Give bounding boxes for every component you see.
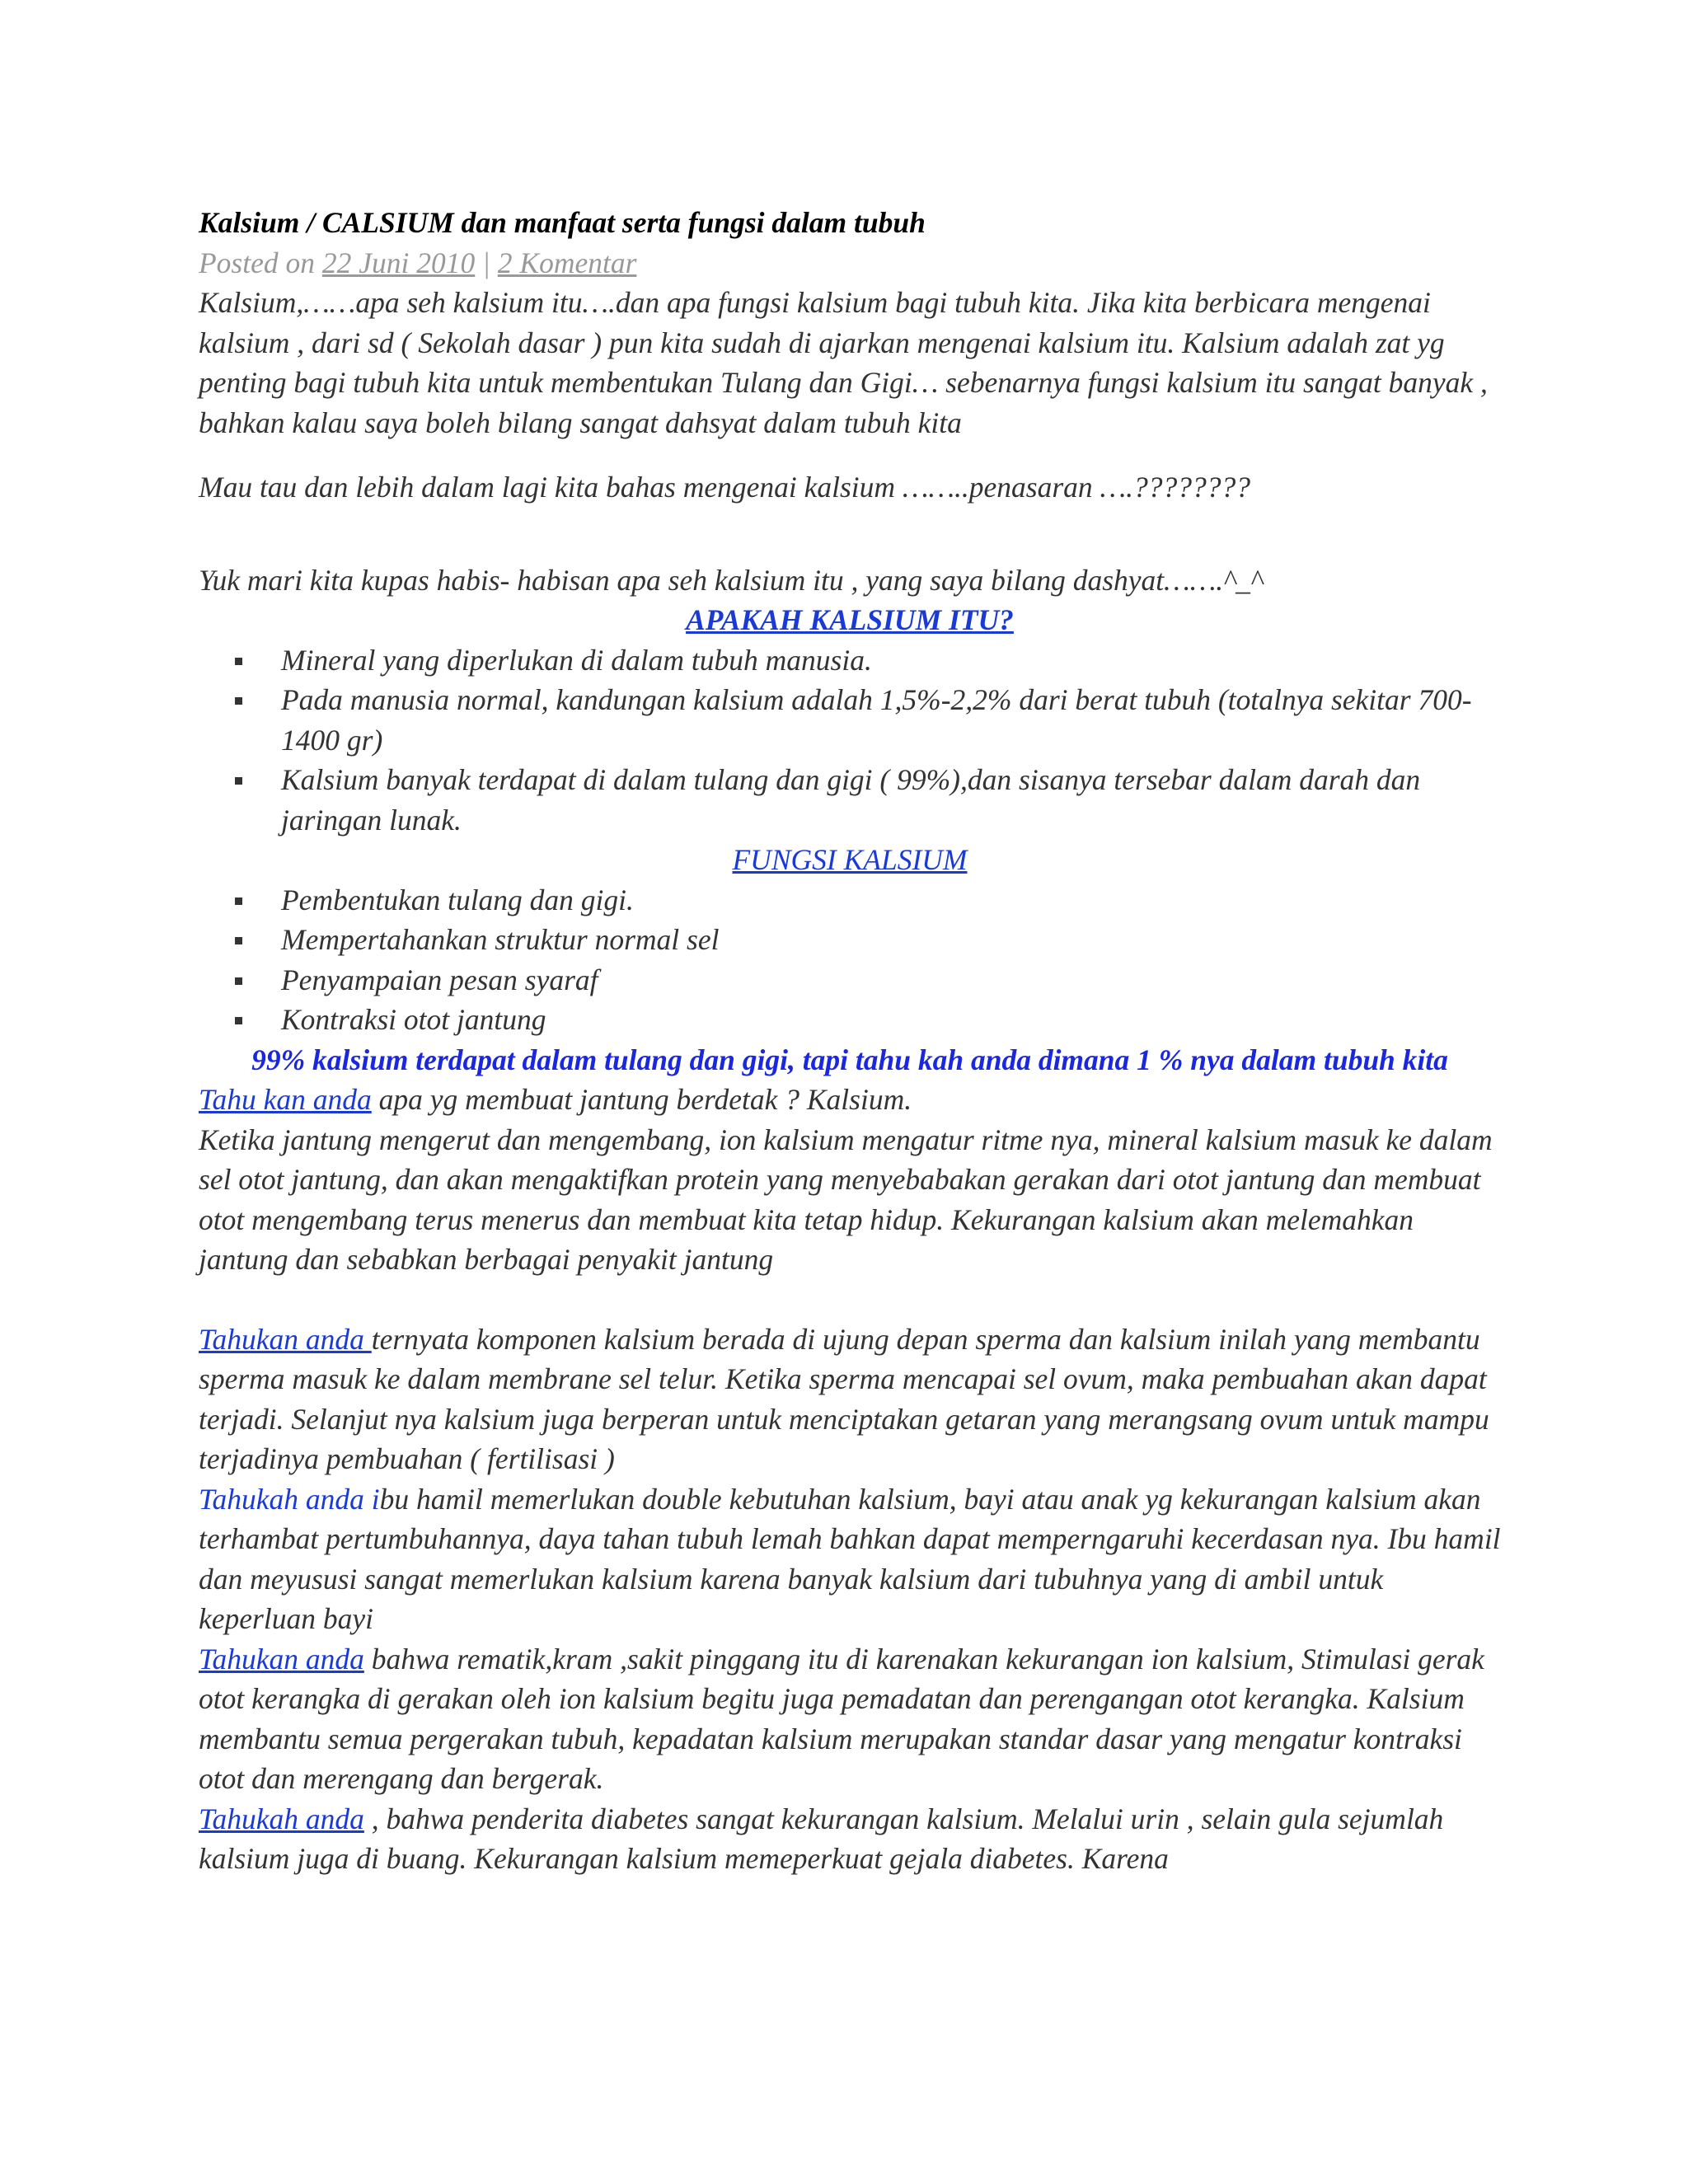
list-item: Mineral yang diperlukan di dalam tubuh manusia. — [199, 640, 1501, 681]
heart-question: apa yg membuat jantung berdetak ? Kalsium. — [371, 1083, 912, 1116]
tahu-kan-anda-link[interactable]: Tahu kan anda — [199, 1083, 372, 1116]
list-item: Pada manusia normal, kandungan kalsium adalah 1,5%-2,2% dari berat tubuh (totalnya sekitar 700-1400 gr) — [199, 680, 1501, 760]
heart-paragraph-body: Ketika jantung mengerut dan mengembang, ion kalsium mengatur ritme nya, mineral kalsium masuk ke dalam sel otot jantung, dan akan mengaktifkan protein yang menyebabakan gerakan dari otot jantung dan membuat otot mengembang terus menerus dan membuat kita tetap hidup. Kekurangan kalsium akan melemahkan jantung dan sebabkan berbagai penyakit jantung — [199, 1122, 1493, 1276]
meta-separator: | — [475, 246, 498, 279]
intro-paragraph: Kalsium,……apa seh kalsium itu….dan apa fungsi kalsium bagi tubuh kita. Jika kita berbicara mengenai kalsium , dari sd ( Sekolah dasar ) pun kita sudah di ajarkan mengenai kalsium itu. Kalsium adalah zat yg penting bagi tubuh kita untuk membentukan Tulang dan Gigi… sebenarnya fungsi kalsium itu sangat banyak , bahkan kalau saya boleh bilang sangat dahsyat dalam tubuh kita — [199, 286, 1488, 439]
teaser-paragraph: Mau tau dan lebih dalam lagi kita bahas mengenai kalsium ……..penasaran ….???????? — [199, 471, 1250, 504]
heading-function — [199, 840, 1501, 880]
function-list — [199, 880, 1501, 1040]
diabetes-paragraph — [199, 1799, 1501, 1879]
post-date-link[interactable]: 22 Juni 2010 — [321, 246, 476, 279]
what-list — [199, 640, 1501, 841]
sperm-text: ternyata komponen kalsium berada di ujung depan sperma dan kalsium inilah yang membantu sperma masuk ke dalam membrane sel telur. Ketika sperma mencapai sel ovum, maka pembuahan akan dapat terjadi. Selanjut nya kalsium juga berperan untuk menciptakan getaran yang merangsang ovum untuk mampu terjadinya pembuahan ( fertilisasi ) — [199, 1322, 1489, 1475]
diabetes-text: , bahwa penderita diabetes sangat kekurangan kalsium. Melalui urin , selain gula sejumlah kalsium juga di buang. Kekurangan kalsium memeperkuat gejala diabetes. Karena — [199, 1802, 1444, 1875]
sperm-paragraph — [199, 1319, 1501, 1479]
pregnancy-paragraph — [199, 1479, 1501, 1639]
rheumatism-text: bahwa rematik,kram ,sakit pinggang itu di karenakan kekurangan ion kalsium, Stimulasi gerak otot kerangka di gerakan oleh ion kalsium begitu juga pemadatan dan perengangan otot kerangka. Kalsium membantu semua pergerakan tubuh, kepadatan kalsium merupakan standar dasar yang mengatur kontraksi otot dan merengang dan bergerak. — [199, 1642, 1484, 1795]
pregnancy-text: bu hamil memerlukan double kebutuhan kalsium, bayi atau anak yg kekurangan kalsium akan terhambat pertumbuhannya, daya tahan tubuh lemah bahkan dapat memperngaruhi kecerdasan nya. Ibu hamil dan meyususi sangat memerlukan kalsium karena banyak kalsium dari tubuhnya yang di ambil untuk keperluan bayi — [199, 1482, 1501, 1635]
post-meta — [199, 243, 1501, 284]
rheumatism-paragraph — [199, 1639, 1501, 1799]
article-body — [199, 203, 1501, 1879]
tahukan-anda-link-2[interactable]: Tahukan anda — [199, 1642, 364, 1675]
heading-what-is-calcium — [199, 600, 1501, 640]
heart-paragraph-lead — [199, 1080, 1501, 1120]
posted-prefix: Posted on — [199, 246, 322, 279]
list-item: Mempertahankan struktur normal sel — [199, 920, 1501, 960]
list-item: Penyampaian pesan syaraf — [199, 960, 1501, 1001]
comments-link[interactable]: 2 Komentar — [497, 246, 637, 279]
callout-text: 99% kalsium terdapat dalam tulang dan gigi, tapi tahu kah anda dimana 1 % nya dalam tubuh kita — [251, 1043, 1448, 1076]
heading-what-link[interactable]: APAKAH KALSIUM ITU? — [686, 603, 1014, 636]
heading-function-link[interactable]: FUNGSI KALSIUM — [732, 843, 968, 876]
tahukah-anda-link[interactable]: Tahukah anda — [199, 1802, 364, 1835]
article-title: Kalsium / CALSIUM dan manfaat serta fungsi dalam tubuh — [199, 206, 926, 239]
invite-paragraph: Yuk mari kita kupas habis- habisan apa seh kalsium itu , yang saya bilang dashyat…….^_^ — [199, 563, 1263, 597]
list-item: Kalsium banyak terdapat di dalam tulang dan gigi ( 99%),dan sisanya tersebar dalam darah dan jaringan lunak. — [199, 760, 1501, 840]
list-item: Kontraksi otot jantung — [199, 1000, 1501, 1040]
tahukah-anda-text: Tahukah anda i — [199, 1482, 380, 1516]
tahukan-anda-link[interactable]: Tahukan anda — [199, 1322, 372, 1356]
list-item: Pembentukan tulang dan gigi. — [199, 880, 1501, 921]
